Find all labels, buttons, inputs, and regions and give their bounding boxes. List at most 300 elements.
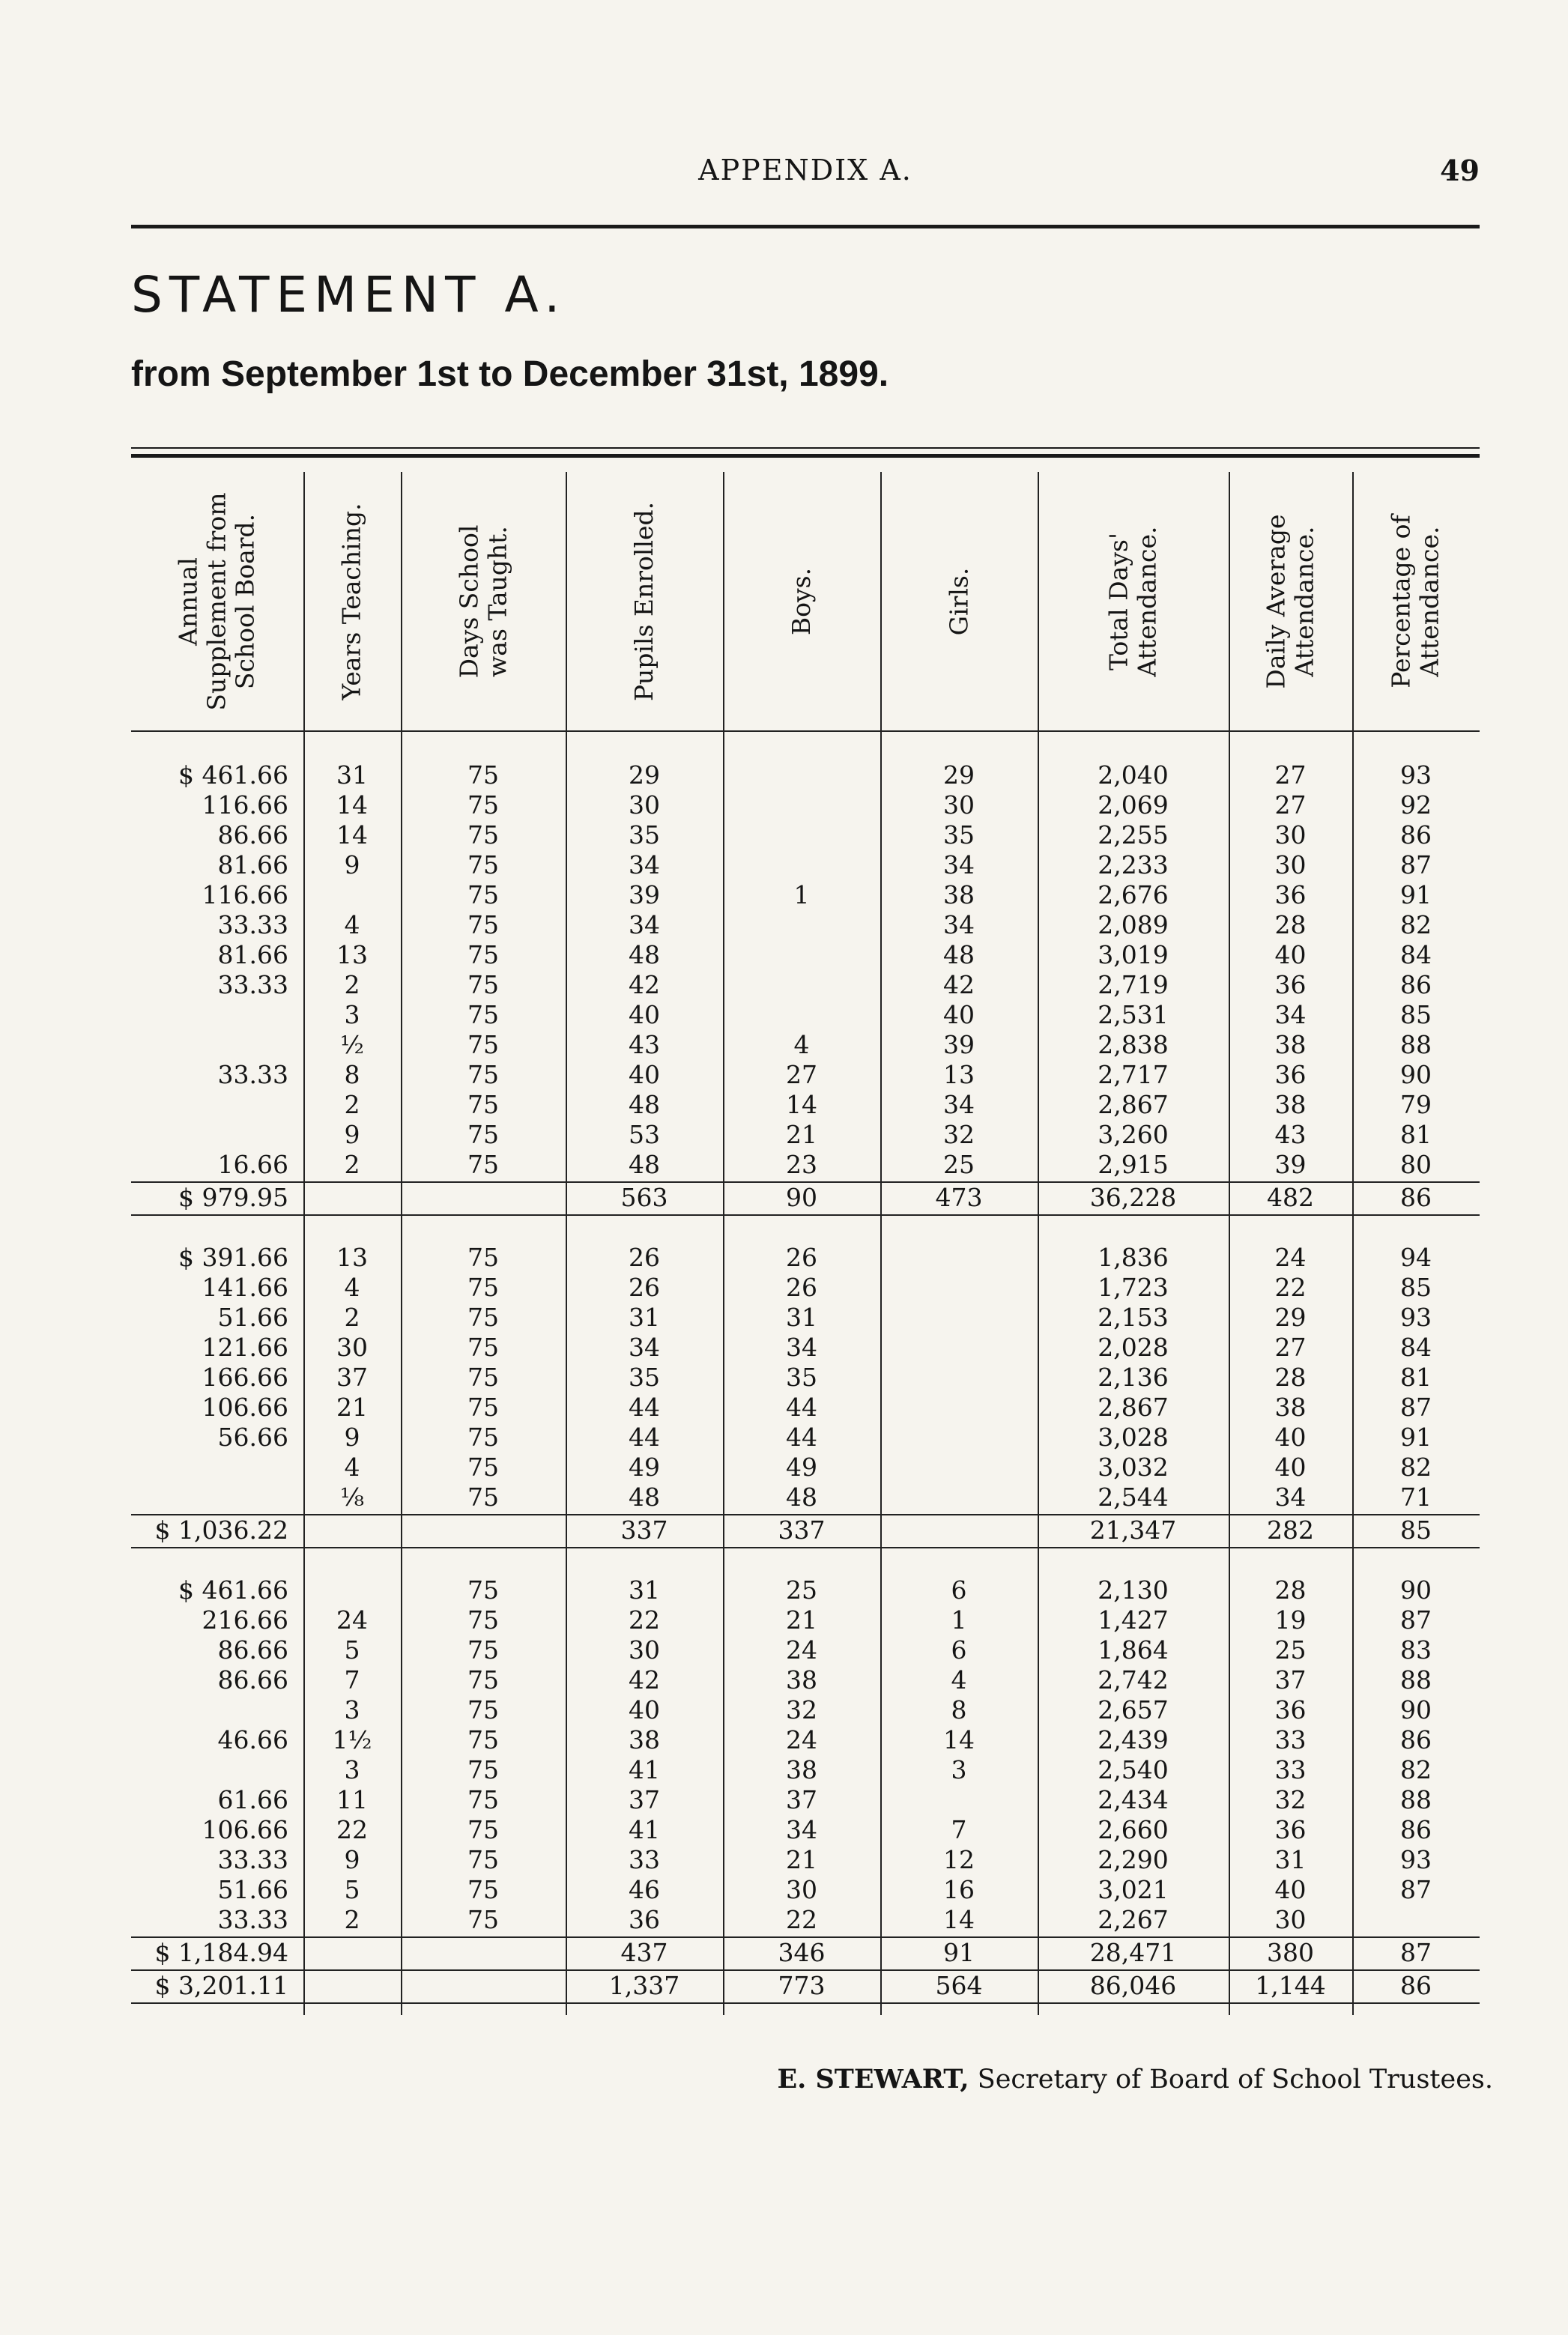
table-row-cell: 46 bbox=[629, 1875, 660, 1904]
table-row-cell: 84 bbox=[1400, 940, 1432, 969]
table-row-cell: 28 bbox=[1274, 1575, 1307, 1605]
column-header bbox=[303, 472, 401, 730]
table-row-cell: 40 bbox=[1274, 1453, 1307, 1482]
table-row-cell: 28 bbox=[1274, 1363, 1307, 1392]
table-row-cell: 86 bbox=[1400, 1725, 1432, 1754]
subtotal-row-cell: 87 bbox=[1400, 1938, 1432, 1967]
table-row-cell: 49 bbox=[629, 1453, 660, 1482]
table-row-cell: 75 bbox=[467, 820, 499, 849]
table-row-cell: 75 bbox=[467, 1060, 499, 1089]
table-row-cell: 3 bbox=[344, 1000, 360, 1029]
table-row-cell: 94 bbox=[1400, 1243, 1432, 1272]
table-row-cell: 7 bbox=[344, 1665, 360, 1695]
table-row-cell: 36 bbox=[1274, 880, 1307, 909]
table-row-cell: 91 bbox=[1400, 1423, 1432, 1452]
table-row-cell: 21 bbox=[786, 1605, 817, 1635]
table-row-cell: 81.66 bbox=[217, 940, 288, 969]
table-row-cell: 2,867 bbox=[1098, 1393, 1169, 1422]
table-row-cell: 75 bbox=[467, 1120, 499, 1149]
table-top-rule-2 bbox=[131, 454, 1480, 458]
table-row-cell: 2 bbox=[344, 1090, 360, 1119]
subtotal-row-cell: 21,347 bbox=[1089, 1515, 1177, 1545]
table-row-cell: 5 bbox=[344, 1635, 360, 1665]
table-row-cell: 2,040 bbox=[1098, 760, 1169, 790]
table-row-cell: 40 bbox=[629, 1695, 660, 1724]
table-row-cell: 2,719 bbox=[1098, 970, 1169, 999]
table-row-cell: 2,130 bbox=[1098, 1575, 1169, 1605]
table-row-cell: 34 bbox=[1274, 1483, 1307, 1512]
table-row-cell: 75 bbox=[467, 1393, 499, 1422]
table-row-cell: 43 bbox=[629, 1030, 660, 1059]
table-row-cell: 2,028 bbox=[1098, 1333, 1169, 1362]
table-row-cell: 30 bbox=[1274, 1905, 1307, 1934]
signature-role: Secretary of Board of School Trustees. bbox=[977, 2065, 1493, 2095]
table-row-cell: 33 bbox=[1274, 1755, 1307, 1784]
table-row-cell: 2 bbox=[344, 1905, 360, 1934]
table-row-cell: 34 bbox=[786, 1815, 817, 1844]
table-row-cell: 29 bbox=[943, 760, 975, 790]
table-row-cell: 2,136 bbox=[1098, 1363, 1169, 1392]
table-row-cell: 28 bbox=[1274, 910, 1307, 939]
grand-total-row-cell: 86,046 bbox=[1089, 1971, 1177, 2000]
table-row-cell: 75 bbox=[467, 880, 499, 909]
table-row-cell: 21 bbox=[336, 1393, 368, 1422]
table-row-cell: 21 bbox=[786, 1845, 817, 1874]
table-row-cell: 22 bbox=[629, 1605, 660, 1635]
table-row-cell: 40 bbox=[1274, 1875, 1307, 1904]
table-row-cell: 31 bbox=[629, 1575, 660, 1605]
table-row-cell: 3 bbox=[951, 1755, 967, 1784]
table-row-cell: 44 bbox=[786, 1423, 817, 1452]
table-row-cell: 88 bbox=[1400, 1665, 1432, 1695]
table-row-cell: 3,019 bbox=[1098, 940, 1169, 969]
table-row-cell: 23 bbox=[786, 1150, 817, 1179]
table-row-cell: 1,836 bbox=[1098, 1243, 1169, 1272]
subtotal-row-cell: 85 bbox=[1400, 1515, 1432, 1545]
table-row-cell: 75 bbox=[467, 1273, 499, 1302]
table-row-cell: 44 bbox=[786, 1393, 817, 1422]
table-row-cell: 14 bbox=[336, 790, 368, 820]
signature-name: E. STEWART, bbox=[777, 2064, 969, 2095]
table-row-cell: 87 bbox=[1400, 1605, 1432, 1635]
table-row-cell: 75 bbox=[467, 850, 499, 879]
table-row-cell: 30 bbox=[336, 1333, 368, 1362]
column-header bbox=[880, 472, 1038, 730]
running-head: APPENDIX A. bbox=[698, 154, 912, 187]
table-row-cell: 39 bbox=[1274, 1150, 1307, 1179]
subtotal-row-cell: 563 bbox=[620, 1183, 668, 1212]
table-row-cell: 75 bbox=[467, 1755, 499, 1784]
table-row-cell: 87 bbox=[1400, 850, 1432, 879]
table-row-cell: 86 bbox=[1400, 970, 1432, 999]
table-row-cell: 86.66 bbox=[217, 1635, 288, 1665]
table-row-cell: 8 bbox=[951, 1695, 967, 1724]
column-header-label: Total Days' Attendance. bbox=[1104, 525, 1162, 677]
table-row-cell: 75 bbox=[467, 1303, 499, 1332]
subtotal-row-cell: 91 bbox=[943, 1938, 975, 1967]
table-row-cell: 37 bbox=[1274, 1665, 1307, 1695]
table-row-cell: 39 bbox=[943, 1030, 975, 1059]
table-row-cell: 33 bbox=[629, 1845, 660, 1874]
table-row-cell: 82 bbox=[1400, 1453, 1432, 1482]
table-row-cell: 22 bbox=[786, 1905, 817, 1934]
table-row-cell: 33.33 bbox=[217, 970, 288, 999]
table-row-cell: 41 bbox=[629, 1815, 660, 1844]
table-row-cell: 2,544 bbox=[1098, 1483, 1169, 1512]
table-row-cell: 106.66 bbox=[202, 1815, 288, 1844]
table-row-cell: 75 bbox=[467, 1575, 499, 1605]
table-row-cell: 1,427 bbox=[1098, 1605, 1169, 1635]
table-row-cell: 30 bbox=[943, 790, 975, 820]
table-row-cell: 2,838 bbox=[1098, 1030, 1169, 1059]
table-row-cell: 37 bbox=[629, 1785, 660, 1814]
table-row-cell: 79 bbox=[1400, 1090, 1432, 1119]
subtotal-row-cell: 28,471 bbox=[1089, 1938, 1177, 1967]
statement-subtitle: from September 1st to December 31st, 1899. bbox=[131, 354, 889, 394]
subtotal-row-cell: 90 bbox=[786, 1183, 817, 1212]
table-row-cell: 21 bbox=[786, 1120, 817, 1149]
table-row-cell: 38 bbox=[1274, 1090, 1307, 1119]
table-row-cell: 33 bbox=[1274, 1725, 1307, 1754]
table-row-cell: 4 bbox=[793, 1030, 810, 1059]
table-row-cell: 19 bbox=[1274, 1605, 1307, 1635]
table-row-cell: 30 bbox=[629, 790, 660, 820]
table-row-cell: 83 bbox=[1400, 1635, 1432, 1665]
table-row-cell: 93 bbox=[1400, 760, 1432, 790]
table-row-cell: 90 bbox=[1400, 1575, 1432, 1605]
table-row-cell: 1 bbox=[793, 880, 810, 909]
table-row-cell: 16 bbox=[943, 1875, 975, 1904]
column-header-label: Daily Average Attendance. bbox=[1261, 513, 1319, 689]
table-row-cell: 44 bbox=[629, 1393, 660, 1422]
subtotal-row-cell: 473 bbox=[935, 1183, 983, 1212]
table-row-cell: 34 bbox=[629, 850, 660, 879]
column-header-label: Boys. bbox=[787, 567, 816, 635]
table-row-cell: 34 bbox=[943, 910, 975, 939]
table-row-cell: 42 bbox=[943, 970, 975, 999]
statement-table bbox=[131, 472, 1480, 2015]
table-row-cell: 2,867 bbox=[1098, 1090, 1169, 1119]
table-row-cell: 75 bbox=[467, 760, 499, 790]
table-row-cell: 141.66 bbox=[202, 1273, 288, 1302]
table-row-cell: 75 bbox=[467, 1635, 499, 1665]
table-row-cell: 75 bbox=[467, 1785, 499, 1814]
table-row-cell: 3,028 bbox=[1098, 1423, 1169, 1452]
table-row-cell: 2,267 bbox=[1098, 1905, 1169, 1934]
table-row-cell: 16.66 bbox=[217, 1150, 288, 1179]
subtotal-row-cell: 337 bbox=[778, 1515, 826, 1545]
table-row-cell: 2,657 bbox=[1098, 1695, 1169, 1724]
table-row-cell: 85 bbox=[1400, 1000, 1432, 1029]
column-header-label: Years Teaching. bbox=[337, 502, 367, 700]
table-row-cell: 33.33 bbox=[217, 1060, 288, 1089]
table-row-cell: 91 bbox=[1400, 880, 1432, 909]
table-row-cell: 32 bbox=[1274, 1785, 1307, 1814]
table-row-cell: $ 391.66 bbox=[178, 1243, 288, 1272]
table-row-cell: 3 bbox=[344, 1755, 360, 1784]
table-row-cell: 75 bbox=[467, 1695, 499, 1724]
table-row-cell: 42 bbox=[629, 970, 660, 999]
table-row-cell: 13 bbox=[336, 940, 368, 969]
table-row-cell: 14 bbox=[786, 1090, 817, 1119]
table-top-rule-1 bbox=[131, 447, 1480, 449]
header-bottom-rule bbox=[131, 730, 1480, 732]
table-row-cell: 75 bbox=[467, 1875, 499, 1904]
table-row-cell: 39 bbox=[629, 880, 660, 909]
table-row-cell: 44 bbox=[629, 1423, 660, 1452]
table-row-cell: 35 bbox=[943, 820, 975, 849]
table-row-cell: 27 bbox=[786, 1060, 817, 1089]
table-row-cell: 40 bbox=[629, 1000, 660, 1029]
table-row-cell: 2,290 bbox=[1098, 1845, 1169, 1874]
table-row-cell: 30 bbox=[629, 1635, 660, 1665]
table-row-cell: 3,021 bbox=[1098, 1875, 1169, 1904]
header-rule bbox=[131, 225, 1480, 228]
table-row-cell: 6 bbox=[951, 1635, 967, 1665]
table-row-cell: 38 bbox=[943, 880, 975, 909]
column-header-label: Annual Supplement from School Board. bbox=[174, 491, 261, 711]
table-row-cell: 22 bbox=[1274, 1273, 1307, 1302]
table-row-cell: 90 bbox=[1400, 1060, 1432, 1089]
table-row-cell: 2 bbox=[344, 1150, 360, 1179]
table-row-cell: 75 bbox=[467, 910, 499, 939]
table-row-cell: 1,723 bbox=[1098, 1273, 1169, 1302]
table-row-cell: 42 bbox=[629, 1665, 660, 1695]
table-row-cell: ⅛ bbox=[340, 1483, 364, 1512]
table-row-cell: 7 bbox=[951, 1815, 967, 1844]
table-row-cell: 40 bbox=[1274, 1423, 1307, 1452]
table-row-cell: 82 bbox=[1400, 910, 1432, 939]
table-row-cell: 2,717 bbox=[1098, 1060, 1169, 1089]
grand-total-row-cell: 86 bbox=[1400, 1971, 1432, 2000]
table-row-cell: 75 bbox=[467, 1090, 499, 1119]
table-row-cell: 2,069 bbox=[1098, 790, 1169, 820]
table-row-cell: 48 bbox=[943, 940, 975, 969]
column-header bbox=[131, 472, 303, 730]
table-row-cell: 48 bbox=[786, 1483, 817, 1512]
table-row-cell: 116.66 bbox=[202, 790, 288, 820]
table-row-cell: ½ bbox=[340, 1030, 364, 1059]
table-row-cell: 46.66 bbox=[217, 1725, 288, 1754]
table-row-cell: 51.66 bbox=[217, 1875, 288, 1904]
table-row-cell: 36 bbox=[1274, 1695, 1307, 1724]
table-row-cell: 4 bbox=[951, 1665, 967, 1695]
subtotal-row-cell: $ 1,184.94 bbox=[154, 1938, 288, 1967]
table-row-cell: 26 bbox=[629, 1243, 660, 1272]
table-row-cell: 48 bbox=[629, 1090, 660, 1119]
table-row-cell: 32 bbox=[943, 1120, 975, 1149]
table-row-cell: 34 bbox=[943, 850, 975, 879]
table-row-cell: 38 bbox=[1274, 1030, 1307, 1059]
subtotal-row-cell: 282 bbox=[1267, 1515, 1314, 1545]
column-header bbox=[1352, 472, 1480, 730]
table-row-cell: 88 bbox=[1400, 1785, 1432, 1814]
table-row-cell: 35 bbox=[629, 820, 660, 849]
table-row-cell: 75 bbox=[467, 1725, 499, 1754]
footer-signature bbox=[777, 2064, 1493, 2095]
subtotal-row-cell: $ 1,036.22 bbox=[154, 1515, 288, 1545]
table-row-cell: 11 bbox=[336, 1785, 368, 1814]
table-row-cell: 1 bbox=[951, 1605, 967, 1635]
table-row-cell: 75 bbox=[467, 1665, 499, 1695]
table-row-cell: 43 bbox=[1274, 1120, 1307, 1149]
table-row-cell: 86 bbox=[1400, 820, 1432, 849]
table-row-cell: 2,540 bbox=[1098, 1755, 1169, 1784]
page-number: 49 bbox=[1440, 154, 1480, 187]
grand-total-row-cell: $ 3,201.11 bbox=[154, 1971, 288, 2000]
table-row-cell: $ 461.66 bbox=[178, 1575, 288, 1605]
section-rule bbox=[131, 1547, 1480, 1548]
table-row-cell: 53 bbox=[629, 1120, 660, 1149]
grand-total-row-cell: 1,144 bbox=[1255, 1971, 1326, 2000]
table-row-cell: 82 bbox=[1400, 1755, 1432, 1784]
table-row-cell: 26 bbox=[786, 1273, 817, 1302]
table-row-cell: 34 bbox=[1274, 1000, 1307, 1029]
table-row-cell: 13 bbox=[943, 1060, 975, 1089]
table-row-cell: 36 bbox=[629, 1905, 660, 1934]
table-row-cell: 75 bbox=[467, 1605, 499, 1635]
table-row-cell: 75 bbox=[467, 1030, 499, 1059]
table-row-cell: 71 bbox=[1400, 1483, 1432, 1512]
table-row-cell: 34 bbox=[786, 1333, 817, 1362]
table-row-cell: 90 bbox=[1400, 1695, 1432, 1724]
table-row-cell: 9 bbox=[344, 1845, 360, 1874]
table-row-cell: 2,153 bbox=[1098, 1303, 1169, 1332]
table-row-cell: 3 bbox=[344, 1695, 360, 1724]
table-row-cell: 32 bbox=[786, 1695, 817, 1724]
table-row-cell: 9 bbox=[344, 850, 360, 879]
table-row-cell: 35 bbox=[786, 1363, 817, 1392]
table-row-cell: 24 bbox=[786, 1635, 817, 1665]
table-row-cell: 14 bbox=[943, 1725, 975, 1754]
table-row-cell: 29 bbox=[629, 760, 660, 790]
table-row-cell: 87 bbox=[1400, 1393, 1432, 1422]
table-row-cell: 61.66 bbox=[217, 1785, 288, 1814]
subtotal-row-cell: 337 bbox=[620, 1515, 668, 1545]
column-header bbox=[566, 472, 723, 730]
table-row-cell: 75 bbox=[467, 1845, 499, 1874]
table-row-cell: 6 bbox=[951, 1575, 967, 1605]
table-row-cell: 38 bbox=[629, 1725, 660, 1754]
subtotal-row-cell: 86 bbox=[1400, 1183, 1432, 1212]
table-row-cell: 24 bbox=[1274, 1243, 1307, 1272]
statement-title: STATEMENT A. bbox=[131, 266, 567, 324]
table-row-cell: 81 bbox=[1400, 1120, 1432, 1149]
column-header-label: Girls. bbox=[943, 567, 973, 635]
table-row-cell: 86 bbox=[1400, 1815, 1432, 1844]
grand-total-rule bbox=[131, 2002, 1480, 2004]
grand-total-row-cell: 773 bbox=[778, 1971, 826, 2000]
table-row-cell: 75 bbox=[467, 1815, 499, 1844]
table-row-cell: 166.66 bbox=[202, 1363, 288, 1392]
table-row-cell: 5 bbox=[344, 1875, 360, 1904]
table-row-cell: 75 bbox=[467, 1905, 499, 1934]
table-row-cell: 12 bbox=[943, 1845, 975, 1874]
table-row-cell: 75 bbox=[467, 1483, 499, 1512]
table-row-cell: 51.66 bbox=[217, 1303, 288, 1332]
table-row-cell: 37 bbox=[336, 1363, 368, 1392]
table-row-cell: 75 bbox=[467, 790, 499, 820]
table-row-cell: 87 bbox=[1400, 1875, 1432, 1904]
table-row-cell: 86.66 bbox=[217, 1665, 288, 1695]
table-row-cell: 34 bbox=[629, 1333, 660, 1362]
table-row-cell: 75 bbox=[467, 1243, 499, 1272]
section-rule bbox=[131, 1214, 1480, 1216]
table-row-cell: 36 bbox=[1274, 970, 1307, 999]
table-row-cell: 75 bbox=[467, 970, 499, 999]
table-row-cell: 2,676 bbox=[1098, 880, 1169, 909]
table-row-cell: 2,531 bbox=[1098, 1000, 1169, 1029]
table-row-cell: 84 bbox=[1400, 1333, 1432, 1362]
table-row-cell: 86.66 bbox=[217, 820, 288, 849]
table-row-cell: 31 bbox=[629, 1303, 660, 1332]
table-row-cell: 2,660 bbox=[1098, 1815, 1169, 1844]
table-row-cell: 48 bbox=[629, 1150, 660, 1179]
table-row-cell: 49 bbox=[786, 1453, 817, 1482]
table-row-cell: 1½ bbox=[332, 1725, 372, 1754]
table-row-cell: 93 bbox=[1400, 1303, 1432, 1332]
table-row-cell: 14 bbox=[943, 1905, 975, 1934]
column-header-label: Pupils Enrolled. bbox=[629, 501, 659, 701]
table-row-cell: 14 bbox=[336, 820, 368, 849]
table-row-cell: 2 bbox=[344, 1303, 360, 1332]
table-row-cell: 4 bbox=[344, 910, 360, 939]
subtotal-row-cell: $ 979.95 bbox=[178, 1183, 288, 1212]
table-row-cell: 75 bbox=[467, 1363, 499, 1392]
table-row-cell: 22 bbox=[336, 1815, 368, 1844]
table-row-cell: 36 bbox=[1274, 1815, 1307, 1844]
table-row-cell: 24 bbox=[786, 1725, 817, 1754]
table-row-cell: 93 bbox=[1400, 1845, 1432, 1874]
table-row-cell: 3,032 bbox=[1098, 1453, 1169, 1482]
table-row-cell: 92 bbox=[1400, 790, 1432, 820]
table-row-cell: 33.33 bbox=[217, 1845, 288, 1874]
column-header bbox=[723, 472, 880, 730]
table-row-cell: 81.66 bbox=[217, 850, 288, 879]
table-row-cell: 48 bbox=[629, 1483, 660, 1512]
table-row-cell: 27 bbox=[1274, 790, 1307, 820]
table-row-cell: 25 bbox=[943, 1150, 975, 1179]
table-row-cell: 88 bbox=[1400, 1030, 1432, 1059]
column-header bbox=[1229, 472, 1352, 730]
table-row-cell: 38 bbox=[786, 1755, 817, 1784]
table-row-cell: 2 bbox=[344, 970, 360, 999]
table-row-cell: $ 461.66 bbox=[178, 760, 288, 790]
table-row-cell: 37 bbox=[786, 1785, 817, 1814]
table-row-cell: 106.66 bbox=[202, 1393, 288, 1422]
table-row-cell: 2,089 bbox=[1098, 910, 1169, 939]
subtotal-row-cell: 36,228 bbox=[1089, 1183, 1177, 1212]
column-header-label: Days School was Taught. bbox=[454, 524, 512, 678]
table-row-cell: 9 bbox=[344, 1423, 360, 1452]
table-row-cell: 33.33 bbox=[217, 910, 288, 939]
table-row-cell: 34 bbox=[943, 1090, 975, 1119]
subtotal-row-cell: 380 bbox=[1267, 1938, 1314, 1967]
table-row-cell: 13 bbox=[336, 1243, 368, 1272]
table-row-cell: 30 bbox=[786, 1875, 817, 1904]
table-row-cell: 25 bbox=[1274, 1635, 1307, 1665]
table-row-cell: 75 bbox=[467, 1453, 499, 1482]
table-row-cell: 27 bbox=[1274, 760, 1307, 790]
table-row-cell: 75 bbox=[467, 1150, 499, 1179]
grand-total-row-cell: 564 bbox=[935, 1971, 983, 2000]
table-row-cell: 38 bbox=[786, 1665, 817, 1695]
table-row-cell: 34 bbox=[629, 910, 660, 939]
table-row-cell: 75 bbox=[467, 940, 499, 969]
table-row-cell: 29 bbox=[1274, 1303, 1307, 1332]
table-row-cell: 56.66 bbox=[217, 1423, 288, 1452]
table-row-cell: 31 bbox=[336, 760, 368, 790]
